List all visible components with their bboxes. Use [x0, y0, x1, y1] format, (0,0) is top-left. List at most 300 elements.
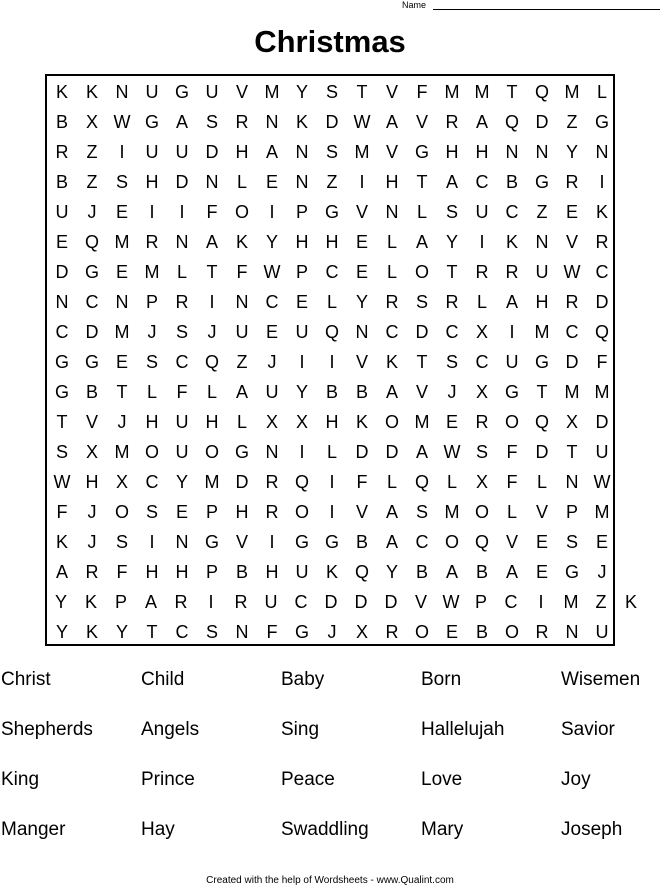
grid-letter: B	[235, 562, 248, 582]
grid-letter: S	[445, 202, 458, 222]
grid-letter: I	[149, 202, 155, 222]
grid-row	[47, 107, 613, 137]
grid-letter: C	[475, 352, 489, 372]
grid-letter: U	[475, 202, 489, 222]
grid-letter: K	[505, 232, 518, 252]
grid-letter: C	[475, 172, 489, 192]
grid-letter: G	[504, 382, 519, 402]
grid-letter: N	[295, 172, 309, 192]
grid-letter: M	[564, 82, 580, 102]
grid-letter: S	[445, 352, 458, 372]
grid-letter: F	[356, 472, 368, 492]
grid-letter: L	[236, 172, 247, 192]
grid-letter: H	[535, 292, 549, 312]
grid-letter: F	[596, 352, 608, 372]
grid-letter: H	[445, 142, 459, 162]
word-list-item: Shepherds	[1, 719, 93, 740]
grid-letter: J	[147, 322, 157, 342]
grid-letter: Z	[595, 592, 607, 612]
word-list-item: Angels	[141, 719, 200, 740]
grid-letter: D	[235, 472, 249, 492]
grid-letter: F	[206, 202, 218, 222]
grid-letter: U	[265, 382, 279, 402]
grid-letter: O	[504, 412, 519, 432]
grid-letter: D	[354, 592, 368, 612]
grid-letter: I	[208, 592, 214, 612]
word-list-item: Baby	[281, 669, 325, 690]
grid-letter: O	[114, 502, 129, 522]
grid-letter: I	[329, 502, 335, 522]
grid-letter: W	[563, 262, 581, 282]
grid-letter: C	[505, 202, 519, 222]
grid-letter: N	[55, 292, 69, 312]
grid-letter: U	[55, 202, 69, 222]
grid-letter: M	[474, 82, 490, 102]
grid-letter: U	[145, 82, 159, 102]
grid-letter: X	[475, 322, 488, 342]
grid-letter: U	[175, 412, 189, 432]
grid-letter: Q	[474, 532, 489, 552]
grid-letter: M	[534, 322, 550, 342]
grid-letter: J	[87, 202, 97, 222]
grid-letter: V	[355, 202, 368, 222]
grid-letter: B	[355, 532, 368, 552]
grid-letter: S	[55, 442, 68, 462]
grid-letter: N	[235, 622, 249, 642]
grid-letter: L	[326, 292, 337, 312]
grid-letter: A	[175, 112, 188, 132]
grid-letter: A	[475, 112, 488, 132]
grid-letter: G	[324, 532, 339, 552]
grid-letter: Y	[54, 592, 67, 612]
grid-letter: C	[145, 472, 159, 492]
grid-letter: H	[235, 502, 249, 522]
name-underline	[433, 9, 660, 10]
grid-letter: N	[385, 202, 399, 222]
grid-letter: F	[266, 622, 278, 642]
grid-letter: H	[145, 562, 159, 582]
grid-letter: B	[475, 562, 488, 582]
grid-letter: E	[265, 172, 278, 192]
grid-letter: F	[236, 262, 248, 282]
grid-letter: B	[475, 622, 488, 642]
grid-letter: U	[205, 82, 219, 102]
grid-letter: P	[565, 502, 578, 522]
grid-letter: Y	[175, 472, 188, 492]
grid-letter: R	[265, 502, 279, 522]
grid-letter: D	[385, 442, 399, 462]
grid-letter: R	[475, 412, 489, 432]
grid-letter: H	[175, 562, 189, 582]
grid-letter: I	[209, 292, 215, 312]
grid-letter: D	[535, 112, 549, 132]
name-label: Name	[402, 0, 427, 10]
grid-letter: Q	[414, 472, 429, 492]
grid-letter: D	[85, 322, 99, 342]
grid-letter: Q	[534, 82, 549, 102]
grid-letter: R	[174, 592, 188, 612]
grid-letter: B	[85, 382, 98, 402]
grid-letter: R	[565, 172, 579, 192]
grid-letter: A	[505, 562, 518, 582]
grid-letter: H	[295, 232, 309, 252]
grid-row	[47, 557, 613, 587]
grid-letter: P	[114, 592, 127, 612]
grid-letter: O	[444, 532, 459, 552]
grid-letter: D	[415, 322, 429, 342]
grid-letter: V	[385, 142, 398, 162]
grid-letter: K	[325, 562, 338, 582]
grid-letter: V	[235, 532, 248, 552]
grid-row	[47, 617, 613, 647]
grid-letter: Q	[294, 472, 309, 492]
grid-letter: Q	[324, 322, 339, 342]
grid-letter: Y	[385, 562, 398, 582]
grid-letter: F	[56, 502, 68, 522]
word-list-item: Child	[141, 669, 185, 690]
grid-letter: N	[265, 112, 279, 132]
grid-letter: E	[115, 202, 128, 222]
grid-letter: E	[175, 502, 188, 522]
page-title: Christmas	[254, 24, 406, 59]
grid-letter: A	[415, 232, 428, 252]
grid-letter: C	[565, 322, 579, 342]
grid-letter: D	[595, 412, 609, 432]
grid-letter: M	[414, 412, 430, 432]
grid-letter: R	[445, 112, 459, 132]
grid-letter: I	[179, 202, 185, 222]
grid-letter: M	[594, 382, 610, 402]
grid-letter: J	[87, 532, 97, 552]
grid-row	[47, 407, 613, 437]
grid-letter: R	[385, 292, 399, 312]
grid-letter: A	[265, 142, 278, 162]
grid-letter: Q	[204, 352, 219, 372]
grid-letter: I	[269, 202, 275, 222]
grid-letter: M	[204, 472, 220, 492]
grid-letter: I	[479, 232, 485, 252]
grid-letter: I	[329, 352, 335, 372]
grid-row	[47, 437, 613, 467]
grid-letter: G	[564, 562, 579, 582]
grid-letter: H	[325, 232, 339, 252]
grid-letter: T	[416, 352, 428, 372]
grid-letter: R	[85, 562, 99, 582]
grid-letter: U	[295, 562, 309, 582]
grid-letter: U	[535, 262, 549, 282]
grid-letter: Y	[265, 232, 278, 252]
grid-letter: M	[144, 262, 160, 282]
grid-letter: A	[415, 442, 428, 462]
grid-letter: R	[145, 232, 159, 252]
grid-letter: Q	[534, 412, 549, 432]
grid-letter: V	[385, 82, 398, 102]
grid-letter: E	[115, 262, 128, 282]
grid-letter: A	[55, 562, 68, 582]
grid-letter: P	[205, 562, 218, 582]
grid-letter: O	[294, 502, 309, 522]
grid-row	[47, 467, 613, 497]
grid-letter: L	[386, 472, 397, 492]
word-list-item: King	[1, 769, 40, 790]
grid-letter: C	[55, 322, 69, 342]
grid-letter: X	[295, 412, 308, 432]
grid-letter: Z	[326, 172, 338, 192]
grid-letter: O	[414, 622, 429, 642]
grid-letter: E	[445, 622, 458, 642]
grid-letter: A	[445, 172, 458, 192]
word-list-item: Born	[421, 669, 462, 690]
grid-row	[47, 377, 613, 407]
grid-letter: X	[475, 382, 488, 402]
grid-letter: A	[385, 382, 398, 402]
grid-letter: O	[204, 442, 219, 462]
grid-letter: E	[445, 412, 458, 432]
grid-letter: V	[414, 592, 427, 612]
grid-letter: H	[85, 472, 99, 492]
name-field	[402, 0, 660, 12]
grid-letter: S	[175, 322, 188, 342]
grid-letter: H	[325, 412, 339, 432]
grid-letter: R	[175, 292, 189, 312]
grid-letter: B	[355, 382, 368, 402]
grid-letter: X	[85, 442, 98, 462]
grid-row	[47, 497, 613, 527]
grid-letter: S	[325, 82, 338, 102]
grid-letter: V	[355, 352, 368, 372]
grid-letter: R	[565, 292, 579, 312]
grid-letter: N	[565, 472, 579, 492]
grid-letter: H	[205, 412, 219, 432]
grid-letter: Z	[566, 112, 578, 132]
grid-letter: K	[85, 82, 98, 102]
grid-letter: G	[84, 352, 99, 372]
grid-letter: J	[207, 322, 217, 342]
grid-letter: N	[355, 322, 369, 342]
grid-letter: A	[235, 382, 248, 402]
grid-letter: W	[353, 112, 371, 132]
grid-letter: K	[55, 82, 68, 102]
grid-letter: H	[265, 562, 279, 582]
grid-letter: I	[538, 592, 544, 612]
grid-row	[47, 137, 613, 167]
grid-letter: C	[325, 262, 339, 282]
grid-letter: F	[176, 382, 188, 402]
grid-letter: D	[325, 112, 339, 132]
grid-letter: S	[325, 142, 338, 162]
grid-letter: C	[385, 322, 399, 342]
grid-letter: I	[509, 322, 515, 342]
grid-letter: H	[385, 172, 399, 192]
grid-letter: D	[355, 442, 369, 462]
grid-letter: G	[534, 352, 549, 372]
grid-letter: G	[144, 112, 159, 132]
grid-letter: M	[444, 82, 460, 102]
grid-letter: Z	[86, 172, 98, 192]
grid-row	[47, 317, 613, 347]
grid-letter: J	[447, 382, 457, 402]
grid-letter: G	[204, 532, 219, 552]
grid-letter: Y	[445, 232, 458, 252]
grid-letter: D	[324, 592, 338, 612]
grid-letter: N	[115, 292, 129, 312]
grid-letter: T	[356, 82, 368, 102]
grid-letter: I	[149, 532, 155, 552]
grid-letter: T	[536, 382, 548, 402]
grid-letter: Q	[354, 562, 369, 582]
grid-letter: V	[535, 502, 548, 522]
grid-letter: S	[145, 352, 158, 372]
grid-letter: Z	[536, 202, 548, 222]
grid-letter: D	[595, 292, 609, 312]
grid-letter: U	[235, 322, 249, 342]
grid-letter: D	[565, 352, 579, 372]
grid-letter: F	[116, 562, 128, 582]
grid-letter: M	[114, 322, 130, 342]
grid-letter: R	[445, 292, 459, 312]
grid-letter: S	[475, 442, 488, 462]
grid-letter: V	[415, 112, 428, 132]
grid-letter: V	[565, 232, 578, 252]
grid-letter: B	[415, 562, 428, 582]
grid-row	[47, 347, 613, 377]
grid-letter: U	[595, 622, 609, 642]
grid-letter: F	[506, 442, 518, 462]
grid-letter: R	[505, 262, 519, 282]
grid-letter: J	[117, 412, 127, 432]
grid-row	[47, 197, 613, 227]
grid-letter: Y	[55, 622, 68, 642]
word-list-item: Hallelujah	[421, 719, 505, 740]
grid-letter: N	[505, 142, 519, 162]
grid-letter: V	[415, 382, 428, 402]
footer-credit: Created with the help of Wordsheets - www.Qualint.com	[206, 875, 454, 886]
grid-letter: C	[445, 322, 459, 342]
grid-letter: I	[359, 172, 365, 192]
grid-letter: T	[116, 382, 128, 402]
grid-letter: K	[235, 232, 248, 252]
grid-letter: L	[416, 202, 427, 222]
grid-letter: K	[295, 112, 308, 132]
grid-letter: N	[205, 172, 219, 192]
grid-letter: G	[294, 532, 309, 552]
word-list-item: Joy	[561, 769, 591, 790]
grid-letter: R	[475, 262, 489, 282]
grid-letter: G	[594, 112, 609, 132]
grid-letter: U	[175, 442, 189, 462]
grid-letter: O	[234, 202, 249, 222]
word-list-item: Prince	[141, 769, 195, 790]
grid-letter: K	[595, 202, 608, 222]
grid-letter: E	[535, 532, 548, 552]
grid-letter: N	[535, 232, 549, 252]
grid-letter: R	[385, 622, 399, 642]
grid-letter: I	[329, 472, 335, 492]
grid-letter: F	[416, 82, 428, 102]
grid-letter: T	[506, 82, 518, 102]
grid-letter: O	[474, 502, 489, 522]
grid-letter: W	[53, 472, 71, 492]
grid-letter: U	[175, 142, 189, 162]
grid-letter: S	[205, 112, 218, 132]
grid-letter: K	[624, 592, 637, 612]
word-list-item: Swaddling	[281, 819, 369, 840]
grid-letter: P	[474, 592, 487, 612]
grid-letter: G	[174, 82, 189, 102]
grid-letter: Q	[504, 112, 519, 132]
grid-letter: A	[445, 562, 458, 582]
grid-letter: O	[414, 262, 429, 282]
grid-letter: H	[475, 142, 489, 162]
grid-letter: P	[205, 502, 218, 522]
grid-letter: S	[415, 292, 428, 312]
grid-row	[47, 527, 613, 557]
grid-letter: Q	[594, 322, 609, 342]
grid-letter: M	[444, 502, 460, 522]
grid-letter: O	[144, 442, 159, 462]
grid-letter: B	[505, 172, 518, 192]
grid-letter: C	[595, 262, 609, 282]
grid-letter: L	[476, 292, 487, 312]
grid-letter: N	[565, 622, 579, 642]
grid-letter: X	[85, 112, 98, 132]
grid-letter: H	[145, 172, 159, 192]
grid-letter: L	[146, 382, 157, 402]
grid-letter: T	[446, 262, 458, 282]
grid-letter: W	[593, 472, 611, 492]
grid-letter: R	[595, 232, 609, 252]
grid-letter: J	[327, 622, 337, 642]
grid-letter: L	[326, 442, 337, 462]
grid-letter: L	[596, 82, 607, 102]
grid-letter: Y	[115, 622, 128, 642]
grid-letter: W	[113, 112, 131, 132]
grid-letter: Z	[86, 142, 98, 162]
grid-letter: L	[506, 502, 517, 522]
grid-letter: C	[415, 532, 429, 552]
grid-letter: C	[175, 622, 189, 642]
grid-row	[47, 587, 637, 617]
word-list-item: Love	[421, 769, 463, 790]
grid-letter: K	[84, 592, 97, 612]
grid-letter: J	[267, 352, 277, 372]
grid-letter: M	[564, 382, 580, 402]
grid-letter: N	[175, 532, 189, 552]
grid-letter: G	[294, 622, 309, 642]
word-list-item: Wisemen	[561, 669, 641, 690]
grid-letter: G	[84, 262, 99, 282]
grid-letter: P	[295, 262, 308, 282]
grid-letter: A	[144, 592, 157, 612]
grid-letter: G	[54, 352, 69, 372]
word-list-item: Joseph	[561, 819, 623, 840]
grid-letter: L	[446, 472, 457, 492]
grid-letter: N	[175, 232, 189, 252]
grid-letter: S	[115, 532, 128, 552]
grid-letter: X	[265, 412, 278, 432]
grid-letter: Z	[236, 352, 248, 372]
grid-letter: A	[505, 292, 518, 312]
grid-letter: L	[206, 382, 217, 402]
grid-letter: H	[145, 412, 159, 432]
grid-letter: V	[85, 412, 98, 432]
word-list-item: Manger	[1, 819, 66, 840]
grid-letter: D	[384, 592, 398, 612]
grid-letter: T	[416, 172, 428, 192]
grid-letter: E	[55, 232, 68, 252]
grid-letter: S	[565, 532, 578, 552]
word-list-item: Peace	[281, 769, 335, 790]
